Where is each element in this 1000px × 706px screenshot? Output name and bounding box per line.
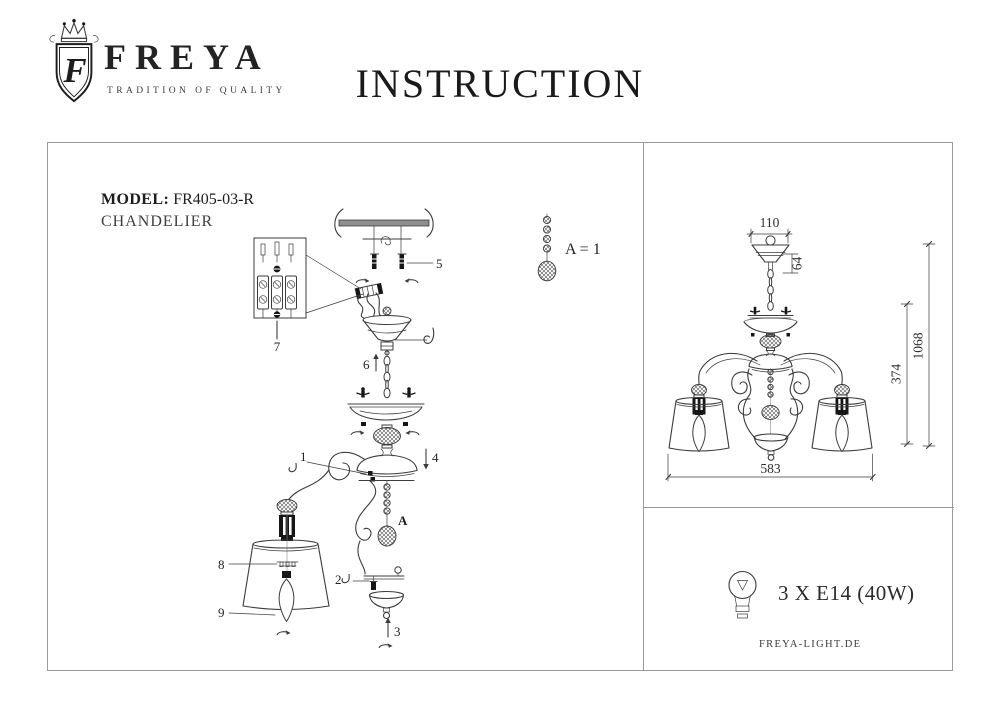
shield-letter-f: F <box>63 50 87 90</box>
rotate-arrow-icon <box>405 278 419 283</box>
chain <box>384 350 390 398</box>
arm-end-rod <box>364 567 404 590</box>
scroll-curls-right <box>789 372 809 415</box>
legend-text: A = 1 <box>565 241 601 258</box>
dim-canopy-height <box>783 254 805 273</box>
dim-64: 64 <box>789 256 805 271</box>
dim-374: 374 <box>888 363 904 385</box>
part-number-3: 3 <box>394 624 401 639</box>
exploded-assembly-diagram <box>48 143 644 672</box>
crystal-pendant <box>378 481 396 546</box>
part-label-6 <box>363 354 379 373</box>
dim-fixture-width <box>666 454 875 481</box>
bulb-spec: 3 X E14 (40W) <box>778 581 915 605</box>
part-number-8: 8 <box>218 557 225 572</box>
website-text: FREYA-LIGHT.DE <box>759 639 862 650</box>
scroll-arm <box>289 452 376 574</box>
bell-body <box>357 449 417 482</box>
part-label-3 <box>385 618 400 640</box>
page-title: INSTRUCTION <box>355 61 645 106</box>
part-label-a: A <box>398 513 408 528</box>
rotate-arrow-icon <box>406 430 420 435</box>
shield-icon <box>57 44 92 101</box>
rotate-arrow-icon <box>356 278 370 283</box>
crystal-ornament <box>760 334 781 351</box>
scroll-curls-left <box>732 372 752 415</box>
model-value: FR405-03-R <box>173 191 255 208</box>
part-number-1: 1 <box>300 449 307 464</box>
right-arm-lamp <box>781 353 872 451</box>
pendant-legend <box>538 214 601 281</box>
part-label-7 <box>274 321 281 354</box>
bulb-icon <box>729 572 756 619</box>
rotate-arrow-icon <box>351 430 365 435</box>
crown-icon <box>50 19 98 42</box>
brand-tagline: TRADITION OF QUALITY <box>107 86 286 96</box>
hanging-hook <box>395 328 434 343</box>
part-label-4 <box>423 449 439 470</box>
part-number-5: 5 <box>436 256 443 271</box>
part-label-1 <box>289 449 366 474</box>
terminal-blocks <box>258 276 297 318</box>
dim-total-height <box>911 242 936 449</box>
chain <box>768 270 774 311</box>
dim-fixture-height <box>889 302 914 447</box>
mounting-screws <box>371 254 407 269</box>
ceiling-plate <box>335 209 433 253</box>
crystal-ornament <box>374 425 401 448</box>
crystal-pendant <box>762 368 779 434</box>
part-number-4: 4 <box>432 450 439 465</box>
part-number-2: 2 <box>335 572 342 587</box>
upper-plate <box>744 307 797 337</box>
rotate-arrow-icon <box>277 630 291 635</box>
part-number-7: 7 <box>273 339 281 354</box>
product-type: CHANDELIER <box>101 212 214 230</box>
part-label-8 <box>218 557 277 572</box>
rotate-arrow-icon <box>379 643 393 648</box>
candle-bulb <box>279 571 294 622</box>
part-number-9: 9 <box>218 605 225 620</box>
model-label: MODEL: <box>101 191 170 208</box>
dim-110: 110 <box>759 215 780 230</box>
bottom-cap <box>370 592 404 619</box>
terminal-box-detail <box>254 238 363 318</box>
part-label-5 <box>407 256 443 271</box>
part-label-2 <box>335 572 369 587</box>
canopy-cup <box>363 307 411 350</box>
brand-name: FREYA <box>104 37 270 77</box>
brand-logo <box>45 16 103 108</box>
dim-583: 583 <box>760 461 781 476</box>
dim-1068: 1068 <box>910 332 926 360</box>
left-arm-lamp <box>669 353 760 451</box>
bottom-cap <box>754 434 788 460</box>
part-label-9 <box>218 605 275 620</box>
part-number-6: 6 <box>363 357 370 372</box>
canopy <box>752 236 789 270</box>
